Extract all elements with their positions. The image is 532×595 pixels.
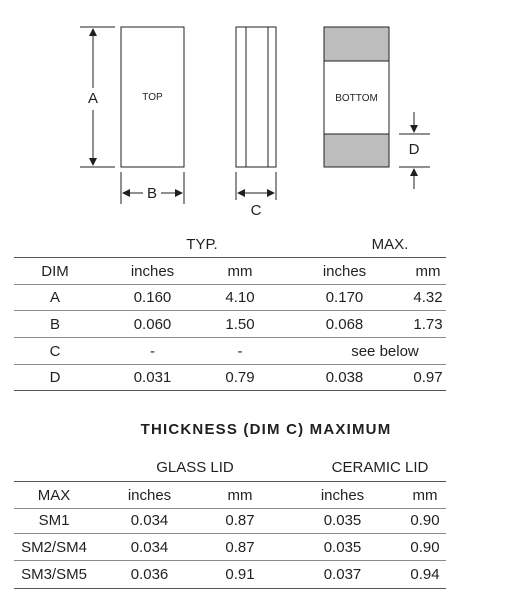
ceramic-mm-cell: 0.94 bbox=[410, 566, 440, 583]
max-cell: SM2/SM4 bbox=[21, 539, 87, 556]
dim-cell: D bbox=[49, 369, 61, 386]
dim-c-label: C bbox=[250, 202, 262, 219]
dim-cell: A bbox=[49, 289, 60, 306]
table-rule bbox=[14, 533, 446, 534]
col-max-inches: inches bbox=[322, 263, 367, 280]
glass-inches-cell: 0.034 bbox=[130, 512, 169, 529]
table-rule bbox=[14, 310, 446, 311]
thickness-title: THICKNESS (DIM C) MAXIMUM bbox=[140, 421, 392, 438]
ceramic-mm-cell: 0.90 bbox=[410, 539, 440, 556]
col-ceramic-mm: mm bbox=[412, 487, 438, 504]
typ-mm-cell: 0.79 bbox=[225, 369, 255, 386]
max-mm-cell: 4.32 bbox=[413, 289, 443, 306]
dim-cell: C bbox=[49, 343, 61, 360]
table-rule bbox=[14, 390, 446, 391]
col-dim: DIM bbox=[41, 263, 69, 280]
table-rule bbox=[14, 284, 446, 285]
max-header: MAX. bbox=[371, 236, 409, 253]
ceramic-inches-cell: 0.037 bbox=[323, 566, 362, 583]
col-ceramic-inches: inches bbox=[320, 487, 365, 504]
package-drawing bbox=[0, 0, 532, 230]
table-rule bbox=[14, 508, 446, 509]
glass-mm-cell: 0.87 bbox=[225, 539, 255, 556]
table-rule bbox=[14, 257, 446, 258]
table-rule bbox=[14, 588, 446, 589]
typ-mm-cell: 1.50 bbox=[225, 316, 255, 333]
max-mm-cell: 1.73 bbox=[413, 316, 443, 333]
table-rule bbox=[14, 560, 446, 561]
glass-lid-header: GLASS LID bbox=[156, 459, 234, 476]
typ-inches-cell: 0.031 bbox=[133, 369, 172, 386]
ceramic-inches-cell: 0.035 bbox=[323, 512, 362, 529]
max-inches-cell: 0.038 bbox=[325, 369, 364, 386]
col-typ-mm: mm bbox=[227, 263, 253, 280]
max-mm-cell: 0.97 bbox=[413, 369, 443, 386]
dim-b-label: B bbox=[146, 185, 157, 202]
glass-mm-cell: 0.87 bbox=[225, 512, 255, 529]
table-rule bbox=[14, 364, 446, 365]
table-rule bbox=[14, 337, 446, 338]
ceramic-lid-header: CERAMIC LID bbox=[331, 459, 429, 476]
dim-c-marker bbox=[236, 172, 276, 200]
typ-inches-cell: 0.160 bbox=[133, 289, 172, 306]
glass-inches-cell: 0.034 bbox=[130, 539, 169, 556]
col-glass-mm: mm bbox=[227, 487, 253, 504]
max-inches-cell: 0.068 bbox=[325, 316, 364, 333]
glass-inches-cell: 0.036 bbox=[130, 566, 169, 583]
typ-mm-cell: 4.10 bbox=[225, 289, 255, 306]
col-glass-inches: inches bbox=[127, 487, 172, 504]
dim-d-label: D bbox=[408, 141, 420, 158]
max-note-cell: see below bbox=[351, 343, 419, 360]
typ-inches-cell: 0.060 bbox=[133, 316, 172, 333]
col-max: MAX bbox=[37, 487, 71, 504]
side-view bbox=[236, 27, 276, 167]
max-cell: SM3/SM5 bbox=[21, 566, 87, 583]
dim-cell: B bbox=[49, 316, 60, 333]
typ-mm-cell: - bbox=[237, 343, 243, 360]
col-typ-inches: inches bbox=[130, 263, 175, 280]
table-rule bbox=[14, 481, 446, 482]
ceramic-inches-cell: 0.035 bbox=[323, 539, 362, 556]
typ-header: TYP. bbox=[186, 236, 218, 253]
dim-a-label: A bbox=[87, 90, 98, 107]
top-pad bbox=[324, 27, 389, 61]
col-max-mm: mm bbox=[415, 263, 441, 280]
typ-inches-cell: - bbox=[150, 343, 155, 360]
bottom-pad bbox=[324, 134, 389, 167]
bottom-label: BOTTOM bbox=[335, 93, 378, 104]
ceramic-mm-cell: 0.90 bbox=[410, 512, 440, 529]
top-label: TOP bbox=[142, 92, 163, 103]
glass-mm-cell: 0.91 bbox=[225, 566, 255, 583]
max-cell: SM1 bbox=[38, 512, 70, 529]
max-inches-cell: 0.170 bbox=[325, 289, 364, 306]
